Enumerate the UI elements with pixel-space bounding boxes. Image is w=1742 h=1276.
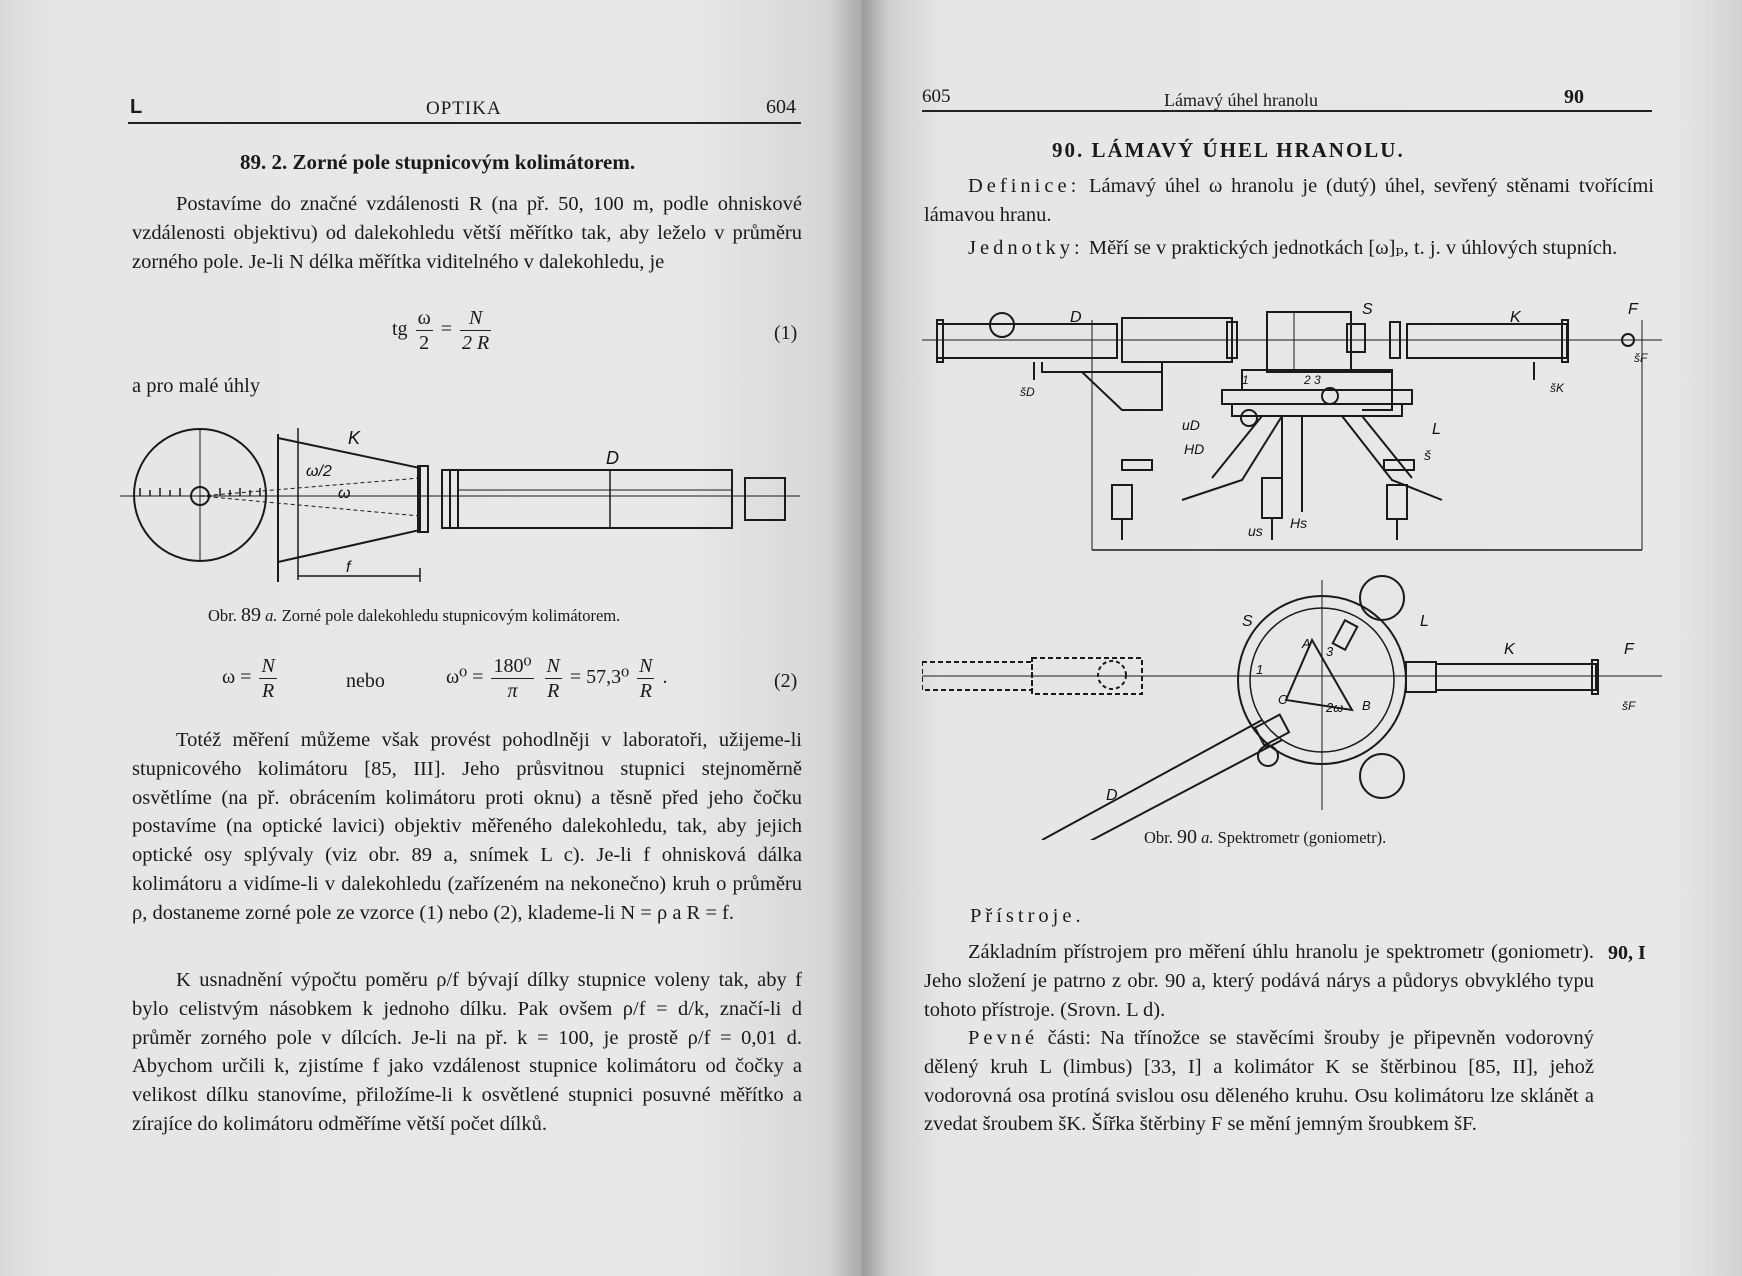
caption-text: Spektrometr (goniometr).	[1217, 828, 1387, 847]
margin-reference: 90, I	[1608, 942, 1646, 964]
left-page	[0, 0, 862, 1276]
eq1-num1: ω	[417, 307, 431, 329]
paragraph-3	[132, 966, 802, 1139]
fig89-label-D: D	[606, 448, 619, 468]
header-running-title: Lámavý úhel hranolu	[1164, 90, 1318, 110]
eq2b-end: .	[662, 666, 668, 689]
eq2b-den2: R	[547, 680, 560, 702]
header-chapter: 90	[1564, 86, 1584, 108]
fig89-label-omega-half: ω/2	[306, 463, 332, 480]
fig90-bottom-n1: 1	[1256, 662, 1264, 677]
fig90-bottom-S: S	[1242, 613, 1253, 630]
fig90-top-D: D	[1070, 309, 1082, 326]
eq1-frac-omega	[416, 306, 433, 355]
fig90-top-K: K	[1510, 309, 1521, 326]
section-title: 89. 2. Zorné pole stupnicovým kolimátorem.	[240, 150, 636, 174]
eq2b-mid: = 57,3⁰	[569, 666, 630, 689]
fig90-top-sF: šF	[1634, 351, 1648, 365]
eq2b-num3: N	[639, 655, 653, 677]
fig90-bottom-D: D	[1106, 787, 1118, 804]
figure-90a-elevation	[922, 300, 1662, 570]
eq2b-den1: π	[507, 680, 518, 702]
fig90-bottom-sF: šF	[1622, 699, 1636, 713]
header-page-number: 605	[922, 86, 951, 107]
chapter-title: 90. LÁMAVÝ ÚHEL HRANOLU.	[1052, 138, 1405, 162]
eq2b-num1: 180⁰	[493, 655, 532, 677]
eq2b-frac2	[545, 654, 562, 703]
figure-89a-caption	[208, 604, 620, 627]
eq2b-den3: R	[639, 680, 652, 702]
caption-text: Zorné pole dalekohledu stupnicovým kolimátorem.	[281, 606, 621, 625]
fig90-bottom-L: L	[1420, 613, 1429, 630]
caption-letter: a.	[1201, 828, 1214, 847]
paragraph-2-text: Totéž měření můžeme však provést pohodlněji v laboratoři, užijeme-li stupnicového kolimátoru [85, III]. Jeho průsvitnou stupnici stejnoměrně osvětlíme (na př. obrácením kolimátoru proti oknu) a těsně před jeho čočku postavíme (na optické lavici) objektiv měřeného dalekohledu, tak, aby jejich optické osy splývaly (viz obr. 89 a, snímek L c). Je-li f ohnisková dálka kolimátoru a vidíme-li v dalekohledu (zařízeném na nekonečno) kruh o průměru ρ, dostaneme zorné pole ze vzorce (1) nebo (2), klademe-li N = ρ a R = f.	[132, 729, 802, 924]
pristroje-text: Přístroje.	[970, 905, 1085, 927]
units-label: Jednotky:	[968, 237, 1084, 259]
fig90-bottom-F: F	[1624, 641, 1634, 658]
eq2b-frac3	[637, 654, 654, 703]
eq2b-num2: N	[546, 655, 560, 677]
fig90-top-HD: HD	[1184, 441, 1205, 457]
definition-text: Lámavý úhel ω hranolu je (dutý) úhel, sevřený stěnami tvořícími lámavou hranu.	[924, 175, 1654, 226]
paragraph-3-text: K usnadnění výpočtu poměru ρ/f bývají dílky stupnice voleny tak, aby f bylo celistvým násobkem k jednoho dílku. Pak ovšem ρ/f = d/k, značí-li d průměr zorného pole v dílcích. Je-li na př. k = 100, je prostě ρ/f = 0,01 d. Abychom určili k, zjistíme f jako vzdálenost stupnice kolimátoru od čočky a velikost dílku stanovíme, přiložíme-li k osvětlené stupnici posuvné měřítko a zírajíce do kolimátoru odměříme větší počet dílků.	[132, 969, 802, 1135]
fig90-top-uD: uD	[1182, 417, 1200, 433]
eq1-den2: 2 R	[462, 332, 490, 354]
main-paragraph	[924, 938, 1594, 1024]
fig90-top-us: us	[1248, 523, 1263, 539]
equation-2a	[222, 654, 280, 703]
figure-89a-collimator	[120, 420, 810, 600]
eq1-frac-N	[460, 306, 491, 355]
fig89-label-K: K	[348, 428, 361, 448]
fig90-top-n1: 1	[1242, 373, 1249, 387]
fig90-bottom-C: C	[1278, 692, 1288, 707]
equation-2-label: (2)	[774, 670, 798, 692]
fig90-top-sD: šD	[1020, 385, 1035, 399]
pevne-text: části: Na třínožce se stavěcími šrouby je připevněn vodorovný dělený kruh L (limbus) [33, I] a kolimátor K se štěrbinou [85, II], jehož vodorovná osa protíná svislou osu děleného kruhu. Osu kolimátoru lze sklánět a zvedat šroubem šK. Šířka štěrbiny F se mění jemným šroubkem šF.	[924, 1027, 1595, 1136]
eq1-den1: 2	[419, 332, 430, 354]
fig90-bottom-n2: 2ω	[1326, 700, 1344, 715]
eq2a-lhs: ω =	[222, 666, 252, 689]
eq2a-num: N	[261, 655, 275, 677]
units-paragraph	[924, 234, 1654, 263]
caption-prefix: Obr.	[208, 606, 237, 625]
pristroje-heading	[970, 902, 1370, 931]
header-rule	[128, 122, 801, 124]
paragraph-1-text: Postavíme do značné vzdálenosti R (na př. 50, 100 m, podle ohniskové vzdálenosti objektivu) od dalekohledu větší měřítko tak, aby leželo v průměru zorného pole. Je-li N délka měřítka viditelného v dalekohledu, je	[132, 193, 802, 273]
eq2a-den: R	[262, 680, 275, 702]
fig90-bottom-B: B	[1362, 698, 1371, 713]
fig90-top-L: L	[1432, 421, 1441, 438]
equation-1-label: (1)	[774, 322, 798, 344]
fig90-bottom-K: K	[1504, 641, 1515, 658]
main-paragraph-text: Základním přístrojem pro měření úhlu hranolu je spektrometr (goniometr). Jeho složení je patrno z obr. 90 a, který podává nárys a půdorys obvyklého typu tohoto přístroje. (Srovn. L d).	[924, 941, 1594, 1021]
fig90-top-S: S	[1362, 301, 1373, 318]
eq2a-frac	[259, 654, 276, 703]
small-angles-text: a pro malé úhly	[132, 375, 261, 397]
eq1-num2: N	[460, 306, 491, 331]
eq1-tg: tg	[392, 318, 408, 341]
fig90-top-sK: šK	[1550, 381, 1565, 395]
fig90-bottom-A: A	[1302, 636, 1311, 651]
caption-number: 89	[241, 604, 261, 626]
units-text: Měří se v praktických jednotkách [ω]ₚ, t. j. v úhlových stupních.	[1088, 237, 1618, 259]
equation-2b	[446, 654, 667, 703]
figure-90a-plan	[922, 570, 1662, 840]
header-page-number: 604	[766, 96, 796, 118]
caption-letter: a.	[265, 606, 278, 625]
fig90-top-F: F	[1628, 301, 1638, 318]
fig89-label-f: f	[346, 559, 351, 576]
equation-2-nebo: nebo	[346, 670, 385, 692]
definition-paragraph	[924, 172, 1654, 230]
definition-label: Definice:	[968, 175, 1081, 197]
header-section: OPTIKA	[426, 98, 502, 119]
caption-prefix: Obr.	[1144, 828, 1173, 847]
fig90-top-Hs: Hs	[1290, 515, 1308, 531]
eq1-equals: =	[440, 318, 453, 341]
fig90-top-n23: 2 3	[1304, 373, 1321, 387]
right-page	[862, 0, 1742, 1276]
paragraph-2	[132, 726, 802, 928]
fig90-top-s: š	[1424, 447, 1431, 463]
eq2b-lhs: ω⁰ =	[446, 666, 484, 689]
caption-number: 90	[1177, 826, 1197, 848]
pevne-paragraph	[924, 1024, 1594, 1139]
figure-90a-caption	[1144, 826, 1386, 849]
equation-1	[392, 306, 494, 355]
fig89-label-omega: ω	[338, 485, 351, 502]
header-rule	[922, 110, 1652, 112]
header-letter: L	[130, 96, 143, 118]
fig90-bottom-n3: 3	[1326, 644, 1334, 659]
pevne-label: Pevné	[968, 1027, 1039, 1049]
eq2b-frac1	[491, 654, 533, 703]
paragraph-1	[132, 190, 802, 276]
